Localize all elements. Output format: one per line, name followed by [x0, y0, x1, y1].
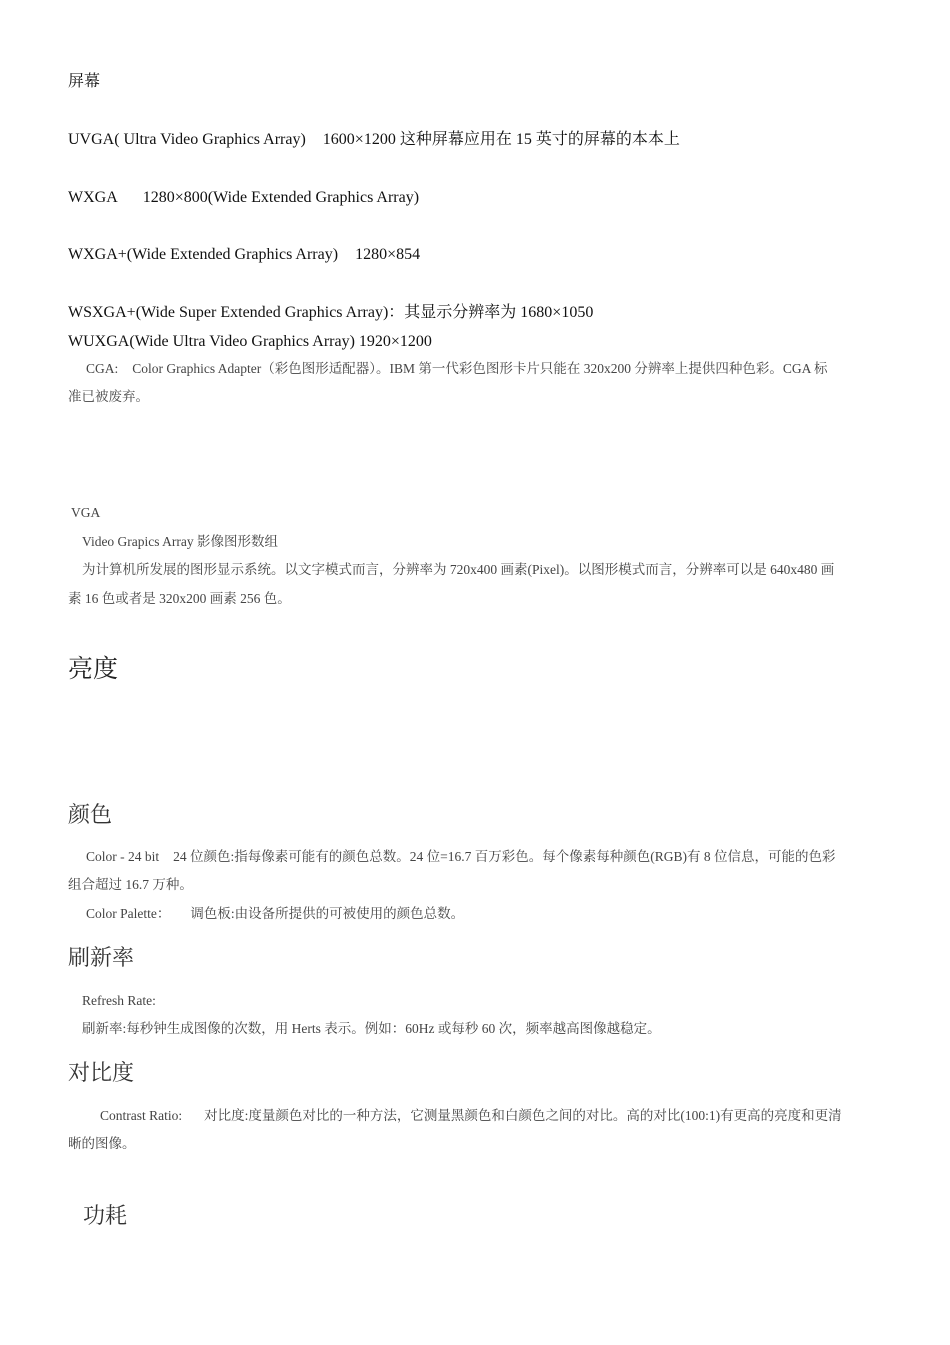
resolution-name: WXGA+(Wide Extended Graphics Array)	[68, 246, 339, 263]
resolution-line-uvga	[68, 130, 680, 149]
section-heading-screen: 屏幕	[68, 73, 101, 90]
color-palette-text: 调色板:由设备所提供的可被使用的颜色总数。	[190, 906, 465, 921]
color-bit-label: Color - 24 bit	[86, 849, 160, 864]
refresh-label: Refresh Rate:	[82, 993, 156, 1008]
resolution-detail: 1280×854	[355, 246, 421, 263]
resolution-name: WXGA	[68, 189, 118, 206]
resolution-line-wsxga-plus: WSXGA+(Wide Super Extended Graphics Array)：其显示分辨率为 1680×1050	[68, 304, 594, 321]
section-heading-power: 功耗	[83, 1203, 128, 1228]
color-palette-label: Color Palette：	[86, 906, 171, 921]
cga-paragraph-line1	[86, 361, 828, 377]
resolution-line-wxga	[68, 188, 419, 207]
refresh-text: 刷新率:每秒钟生成图像的次数，用 Herts 表示。例如：60Hz 或每秒 60 次，频率越高图像越稳定。	[82, 1021, 661, 1036]
section-heading-contrast: 对比度	[68, 1060, 135, 1085]
color-bit-paragraph-line1	[86, 849, 836, 865]
color-palette-line	[86, 906, 464, 922]
cga-label: CGA:	[86, 361, 119, 376]
resolution-detail: 1280×800(Wide Extended Graphics Array)	[142, 189, 420, 206]
vga-title: VGA	[71, 505, 101, 520]
section-heading-brightness: 亮度	[68, 656, 119, 683]
resolution-name: UVGA( Ultra Video Graphics Array)	[68, 131, 306, 148]
section-heading-refresh: 刷新率	[68, 945, 135, 970]
resolution-line-wxga-plus	[68, 245, 420, 264]
color-bit-paragraph-line2: 组合超过 16.7 万种。	[68, 877, 193, 892]
vga-paragraph-line1: 为计算机所发展的图形显示系统。以文字模式而言，分辨率为 720x400 画素(Pixel)。以图形模式而言，分辨率可以是 640x480 画	[82, 562, 835, 577]
contrast-text: 对比度:度量颜色对比的一种方法，它测量黑颜色和白颜色之间的对比。高的对比(100:1)有更高的亮度和更清	[204, 1108, 842, 1123]
contrast-paragraph-line1	[100, 1108, 842, 1124]
cga-paragraph-line2: 准已被废弃。	[68, 389, 149, 404]
color-bit-text: 24 位颜色:指每像素可能有的颜色总数。24 位=16.7 百万彩色。每个像素每种颜色(RGB)有 8 位信息，可能的色彩	[173, 849, 836, 864]
vga-paragraph-line2: 素 16 色或者是 320x200 画素 256 色。	[68, 591, 291, 606]
resolution-line-wuxga: WUXGA(Wide Ultra Video Graphics Array) 1920×1200	[68, 333, 432, 350]
cga-text: Color Graphics Adapter（彩色图形适配器）。IBM 第一代彩色图形卡片只能在 320x200 分辨率上提供四种色彩。CGA 标	[132, 361, 828, 376]
contrast-paragraph-line2: 晰的图像。	[68, 1136, 136, 1151]
resolution-detail: 1600×1200 这种屏幕应用在 15 英寸的屏幕的本本上	[322, 131, 680, 148]
contrast-label: Contrast Ratio:	[100, 1108, 183, 1123]
vga-subtitle: Video Grapics Array 影像图形数组	[82, 534, 279, 549]
section-heading-color: 颜色	[68, 802, 113, 827]
